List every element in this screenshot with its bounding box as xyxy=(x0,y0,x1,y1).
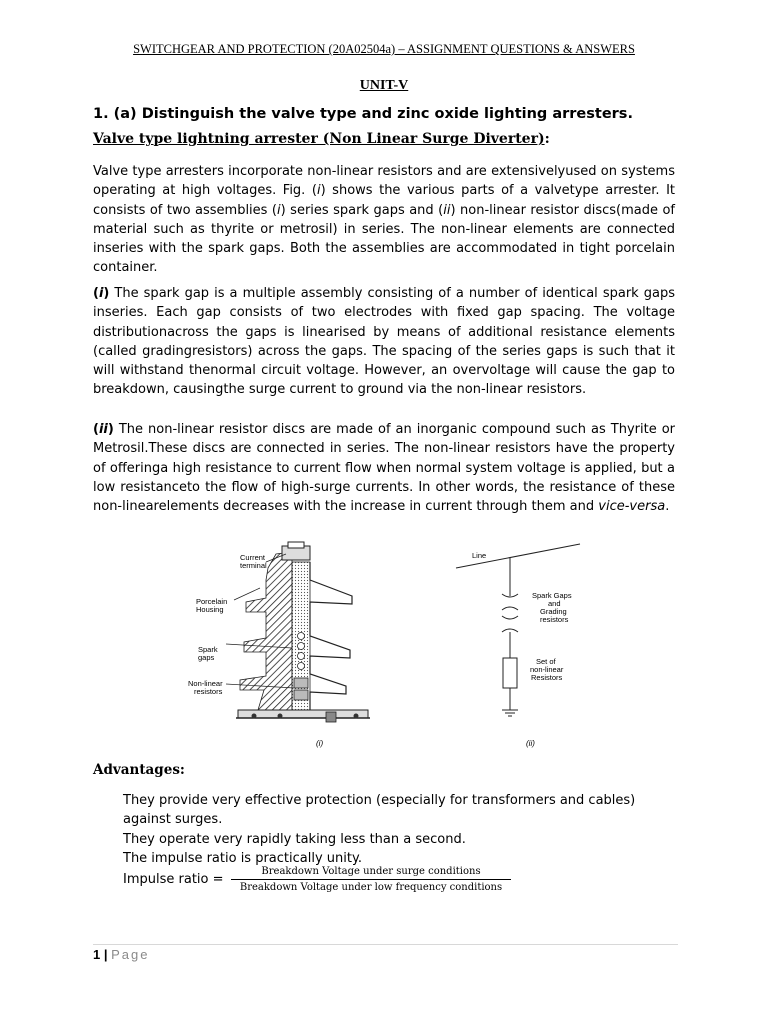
label-nonlinear-2: resistors xyxy=(194,687,223,696)
arrester-cross-section xyxy=(188,542,370,748)
section-title-text: Valve type lightning arrester (Non Linear Surge Diverter) xyxy=(93,131,545,147)
para2-text: The spark gap is a multiple assembly consisting of a number of identical spark gaps inseries. Each gap consists of two electrodes with fixed gap spacing. The voltage distributionacross the gaps is linearised by means of additional resistance elements (called gradingresistors) across the gaps. The spacing of the series gaps is such that it will withstand thenormal circuit voltage. However, an overvoltage will cause the gap to breakdown, causingthe surge current to ground via the non-linear resistors. xyxy=(93,286,675,398)
para2-close: ) xyxy=(103,286,110,301)
list-item: The impulse ratio is practically unity. xyxy=(123,850,362,866)
list-item: They provide very effective protection (especially for transformers and cables) against surges. xyxy=(123,793,636,828)
fraction-denominator: Breakdown Voltage under low frequency conditions xyxy=(239,882,503,893)
label-gaps-2: and xyxy=(548,599,561,608)
para1-italic-2: i xyxy=(277,202,281,218)
section-title xyxy=(93,131,550,147)
page-footer xyxy=(93,947,150,962)
advantages-list xyxy=(123,791,678,868)
label-set-2: non-linear xyxy=(530,665,564,674)
fraction-numerator: Breakdown Voltage under surge conditions xyxy=(261,866,481,877)
para3-text: The non-linear resistor discs are made of an inorganic compound such as Thyrite or Metrosil.These discs are connected in series. The non-linear resistors have the property of offeringa high resistance to current flow when normal system voltage is applied, but a low resistanceto the flow of high-surge currents. In other words, the resistance of these non-linearelements decreases with the increase in current through them and xyxy=(93,422,675,515)
question-title: 1. (a) Distinguish the valve type and zinc oxide lighting arresters. xyxy=(93,106,633,122)
label-set-1: Set of xyxy=(536,657,556,666)
paragraph-nonlinear-resistors xyxy=(93,420,675,516)
list-item: They operate very rapidly taking less than a second. xyxy=(123,831,466,847)
label-spark-2: gaps xyxy=(198,653,215,662)
para1-text-4: ) non-linear resistor discs(made of material such as thyrite or metrosil) in series. The non-linear elements are connected inseries with the spark gaps. Both the assemblies are accommodated in tight porcelain container. xyxy=(93,202,675,276)
para1-text-2: ) shows the various parts of a valvetype arrester. It consists of two assemblies ( xyxy=(93,183,675,218)
page-word: Page xyxy=(111,947,150,962)
para3-end: . xyxy=(665,499,670,515)
para2-open: ( xyxy=(93,286,99,301)
footer-separator: | xyxy=(103,947,108,962)
section-title-colon: : xyxy=(544,131,550,147)
unit-heading: UNIT-V xyxy=(359,78,409,93)
arrester-schematic xyxy=(456,544,580,748)
para1-italic-1: i xyxy=(316,183,321,199)
page-number: 1 xyxy=(93,947,101,962)
document-header: SWITCHGEAR AND PROTECTION (20A02504a) – ASSIGNMENT QUESTIONS & ANSWERS xyxy=(133,42,635,56)
para3-close: ) xyxy=(107,422,114,437)
label-porcelain-2: Housing xyxy=(196,605,224,614)
para1-italic-3: ii xyxy=(443,202,451,218)
label-gaps-3: Grading xyxy=(540,607,567,616)
label-gaps-1: Spark Gaps xyxy=(532,591,572,600)
label-nonlinear-1: Non-linear xyxy=(188,679,223,688)
para3-label: ii xyxy=(98,422,108,437)
arrester-figure xyxy=(180,540,600,755)
advantages-title: Advantages: xyxy=(93,762,185,778)
label-gaps-4: resistors xyxy=(540,615,569,624)
para1-text-1: Valve type arresters incorporate non-linear resistors and are extensivelyused on systems operating at high voltages. Fig. ( xyxy=(93,164,675,199)
paragraph-intro xyxy=(93,162,675,278)
label-porcelain-1: Porcelain xyxy=(196,597,228,606)
label-spark-1: Spark xyxy=(198,645,218,654)
footer-divider xyxy=(93,944,678,945)
label-current-terminal-1: Current xyxy=(240,553,266,562)
label-current-terminal-2: terminal xyxy=(240,561,267,570)
para1-text-3: ) series spark gaps and ( xyxy=(280,202,444,218)
impulse-ratio-fraction xyxy=(231,866,511,893)
para3-italic: vice-versa xyxy=(598,499,666,515)
paragraph-spark-gap xyxy=(93,284,675,400)
label-line: Line xyxy=(472,551,487,560)
caption-i: (i) xyxy=(316,739,324,748)
impulse-ratio-label: Impulse ratio = xyxy=(123,872,224,887)
para2-label: i xyxy=(98,286,104,301)
caption-ii: (ii) xyxy=(526,739,535,748)
para3-open: ( xyxy=(93,422,99,437)
label-set-3: Resistors xyxy=(531,673,563,682)
